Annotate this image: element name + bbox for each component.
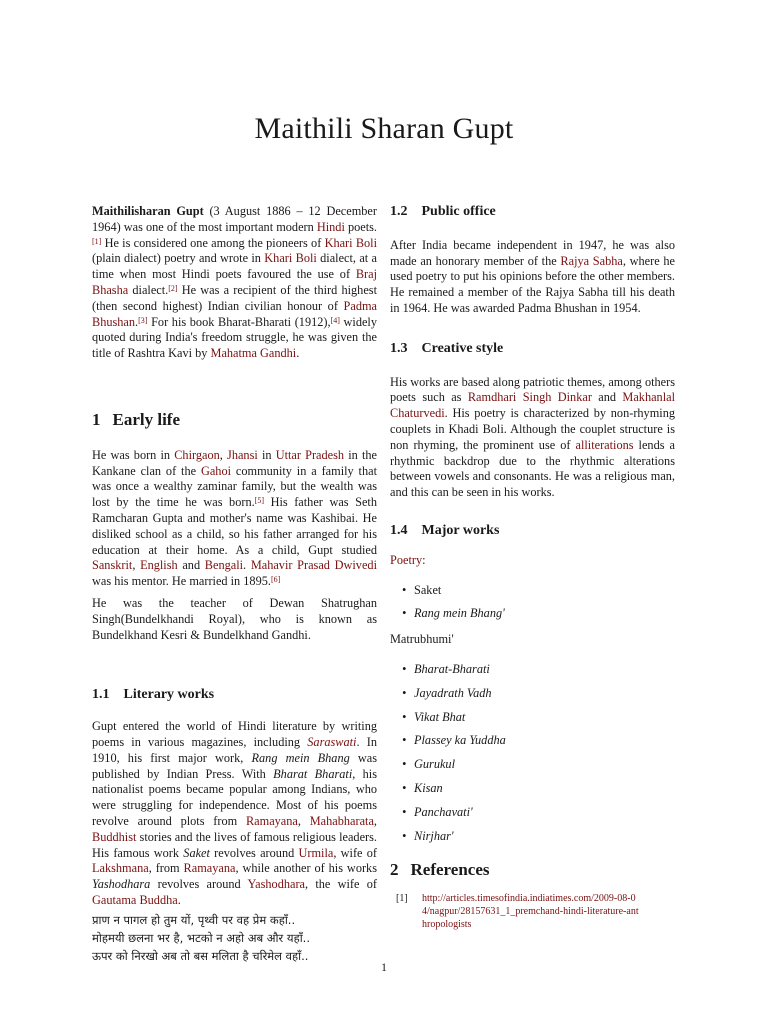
link-gautama-buddha[interactable]: Gautama Buddha	[92, 892, 178, 907]
link-buddhist[interactable]: Buddhist	[92, 829, 137, 844]
literary-works-paragraph: Gupt entered the world of Hindi literature by writing poems in various magazines, including Saraswati. In 1910, his first major work, Rang mein Bhang was published by Indian Press. With Bharat Bharati, his nationalist poems became popular among Indians, who were struggling for independence. Most of his poems revolve around plots from Ramayana, Mahabharata, Buddhist stories and the lives of famous religious leaders. His famous work Saket revolves around Urmila, wife of Lakshmana, from Ramayana, while another of his works Yashodhara revolves around Yashodhara, the wife of Gautama Buddha.	[92, 719, 378, 907]
link-makhanlal-chaturvedi[interactable]: Makhanlal Chaturvedi	[390, 390, 675, 421]
citation-5[interactable]: [5]	[254, 496, 264, 506]
verse-line: मोहमयी छलना भर है, भटको न अहो अब और यहाँ..	[92, 930, 310, 945]
link-mahabharata[interactable]: Mahabharata	[309, 813, 374, 828]
hindi-verse	[92, 911, 377, 965]
section-heading-references: 2 References	[390, 860, 490, 880]
subsection-heading-creative-style: 1.3 Creative style	[390, 340, 504, 356]
list-item: • Nirjhar'	[402, 829, 675, 845]
link-lakshmana[interactable]: Lakshmana	[92, 861, 149, 876]
link-mahavir-prasad-dwivedi[interactable]: Mahavir Prasad Dwivedi	[250, 558, 377, 573]
list-item: • Bharat-Bharati	[402, 662, 675, 678]
creative-style-paragraph: His works are based along patriotic themes, among others poets such as Ramdhari Singh Dinkar and Makhanlal Chaturvedi. His poetry is characterized by non-rhyming couplets in Khadi Boli. Although the couplet structure is non rhyming, the prominent use of alliterations lends a rhythmic backdrop due to the rhythmic alterations between vowels and consonants. He was a religious man, and this can be seen in his works.	[390, 374, 675, 500]
subject-name: Maithilisharan Gupt	[92, 204, 204, 218]
link-english[interactable]: English	[140, 558, 178, 573]
public-office-paragraph: After India became independent in 1947, he was also made an honorary member of the Rajya Sabha, where he used poetry to put his opinions before the other members. He remained a member of the Rajya Sabha till his death in 1964. He was awarded Padma Bhushan in 1954.	[390, 237, 676, 315]
citation-6[interactable]: [6]	[270, 575, 281, 585]
subsection-heading-major-works: 1.4 Major works	[390, 522, 500, 538]
link-jhansi[interactable]: Jhansi	[227, 447, 258, 462]
subsection-heading-literary-works: 1.1 Literary works	[92, 687, 215, 703]
link-urmila[interactable]: Urmila	[298, 845, 334, 860]
early-life-paragraph-2: He was the teacher of Dewan Shatrughan Singh(Bundelkhandi Royal), who is known as Bundelkhand Kesri & Bundelkhand Gandhi.	[92, 595, 377, 642]
matrubhumi-list	[390, 662, 675, 844]
link-padma-bhushan[interactable]: Padma Bhushan	[92, 298, 377, 329]
verse-line: ऊपर को निरखो अब तो बस मलिता है चरिमेल वहाँ..	[92, 948, 309, 963]
link-ramdhari-singh-dinkar[interactable]: Ramdhari Singh Dinkar	[467, 390, 592, 405]
section-heading-early-life: 1 Early life	[92, 409, 181, 429]
right-column	[390, 204, 675, 931]
link-hindi[interactable]: Hindi	[316, 219, 345, 234]
list-item: • Saket	[402, 583, 675, 599]
list-item: • Plassey ka Yuddha	[402, 733, 675, 749]
subsection-heading-public-office: 1.2 Public office	[390, 204, 496, 219]
link-rajya-sabha[interactable]: Rajya Sabha	[560, 253, 623, 268]
left-column	[92, 204, 377, 965]
link-khari-boli[interactable]: Khari Boli	[324, 235, 377, 250]
link-ramayana-2[interactable]: Ramayana	[183, 861, 236, 876]
link-poetry[interactable]: Poetry	[390, 552, 423, 567]
link-ramayana[interactable]: Ramayana	[245, 813, 298, 828]
link-bengali[interactable]: Bengali	[204, 558, 244, 573]
citation-1[interactable]: [1]	[92, 236, 102, 246]
poetry-list	[390, 583, 675, 623]
list-item: • Jayadrath Vadh	[402, 686, 675, 702]
page-title: Maithili Sharan Gupt	[254, 112, 514, 145]
early-life-paragraph-1: He was born in Chirgaon, Jhansi in Uttar Pradesh in the Kankane clan of the Gahoi community in a family that was once a wealthy zaminar family, but the wealth was lost by the time he was born.[5] His father was Seth Ramcharan Gupta and mother's name was Kashibai. He disliked school as a child, so his father arranged for his education at their home. As a child, Gupt studied Sanskrit, English and Bengali. Mahavir Prasad Dwivedi was his mentor. He married in 1895.[6]	[92, 447, 377, 589]
link-chirgaon[interactable]: Chirgaon	[174, 447, 220, 462]
list-item: • Gurukul	[402, 757, 675, 773]
page-number: 1	[381, 960, 387, 974]
list-item: • Vikat Bhat	[402, 710, 675, 726]
link-uttar-pradesh[interactable]: Uttar Pradesh	[275, 447, 345, 462]
link-saraswati[interactable]: Saraswati	[307, 734, 357, 749]
link-sanskrit[interactable]: Sanskrit	[92, 558, 133, 573]
link-braj-bhasha[interactable]: Braj Bhasha	[92, 267, 377, 297]
list-item: • Rang mein Bhang'	[402, 606, 675, 622]
citation-4[interactable]: [4]	[330, 315, 340, 325]
link-alliterations[interactable]: alliterations	[575, 437, 634, 452]
link-gahoi[interactable]: Gahoi	[200, 463, 232, 478]
citation-2[interactable]: [2]	[168, 283, 178, 293]
poetry-label: Poetry:	[390, 552, 426, 567]
reference-link[interactable]: http://articles.timesofindia.indiatimes.com/2009-08-04/nagpur/28157631_1_premchand-hindi-literature-anthropologists	[422, 893, 639, 931]
verse-line: प्राण न पागल हो तुम यों, पृथ्वी पर वह प्रेम कहाँ..	[92, 912, 296, 927]
intro-paragraph: Maithilisharan Gupt (3 August 1886 – 12 December 1964) was one of the most important modern Hindi poets.[1] He is considered one among the pioneers of Khari Boli (plain dialect) poetry and wrote in Khari Boli dialect, at a time when most Hindi poets favoured the use of Braj Bhasha dialect.[2] He was a recipient of the third highest (then second highest) Indian civilian honour of Padma Bhushan.[3] For his book Bharat-Bharati (1912),[4] widely quoted during India's freedom struggle, he was given the title of Rashtra Kavi by Mahatma Gandhi.	[92, 204, 377, 361]
link-mahatma-gandhi[interactable]: Mahatma Gandhi	[210, 346, 297, 361]
list-item: • Panchavati'	[402, 805, 675, 821]
citation-3[interactable]: [3]	[138, 315, 148, 325]
list-item: • Kisan	[402, 781, 675, 797]
matrubhumi-label: Matrubhumi'	[390, 632, 454, 647]
link-yashodhara[interactable]: Yashodhara	[247, 877, 305, 892]
link-khari-boli-2[interactable]: Khari Boli	[264, 251, 317, 266]
reference-item: [1] http://articles.timesofindia.indiatimes.com/2009-08-04/nagpur/28157631_1_premchand-hindi-literature-anthropologists	[390, 892, 675, 931]
